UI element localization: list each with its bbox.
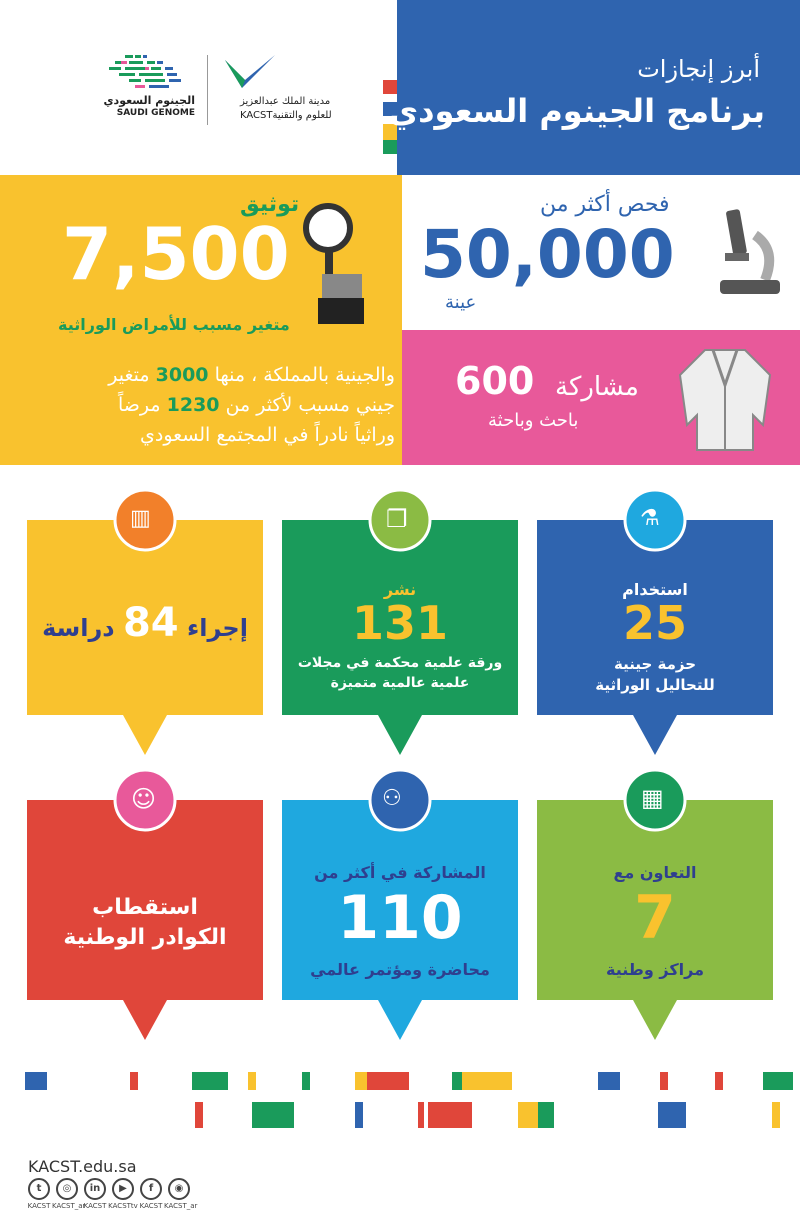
- saudi-genome-logo: [85, 50, 195, 120]
- variants-paragraph: [55, 360, 395, 450]
- para-num-3000: 3000: [155, 364, 209, 386]
- card-studies-post: دراسة: [42, 614, 115, 642]
- card-papers-top: نشر: [383, 580, 417, 599]
- card-papers-bottom2: علمية عالمية متميزة: [330, 675, 470, 691]
- samples-number: 50,000: [420, 216, 675, 293]
- microscope-icon: [715, 205, 785, 300]
- saudi-genome-en-text: SAUDI GENOME: [116, 108, 195, 118]
- youtube-label: KACSTtv: [108, 1202, 138, 1210]
- card-cadres-line2: الكوادر الوطنية: [63, 925, 227, 950]
- card-conferences-top: المشاركة في أكثر من: [314, 863, 486, 882]
- linkedin-label: KACST: [83, 1202, 107, 1210]
- documents-icon: ❐: [386, 505, 408, 533]
- instagram-label: KACST_ar: [52, 1202, 86, 1210]
- instagram-icon[interactable]: ◎: [56, 1178, 78, 1200]
- researcher-desk-icon: ⚗: [640, 506, 660, 531]
- researchers-number: 600: [455, 359, 535, 403]
- twitter-icon[interactable]: t: [28, 1178, 50, 1200]
- snapchat-icon[interactable]: ◉: [168, 1178, 190, 1200]
- card-papers-bottom1: ورقة علمية محكمة في مجلات: [297, 655, 503, 671]
- card-papers-number: 131: [351, 596, 449, 650]
- card-centers-bottom: مراكز وطنية: [606, 960, 704, 979]
- lab-coat-icon: [675, 345, 775, 455]
- card-conferences-bottom: محاضرة ومؤتمر عالمي: [310, 960, 490, 979]
- snapchat-label: KACST_ar: [164, 1202, 198, 1210]
- page-title: برنامج الجينوم السعودي: [388, 92, 765, 130]
- variants-number: 7,500: [62, 212, 290, 296]
- card-centers-top: التعاون مع: [613, 863, 697, 882]
- page-subtitle: أبرز إنجازات: [637, 55, 760, 83]
- facebook-label: KACST: [139, 1202, 163, 1210]
- twitter-label: KACST: [27, 1202, 51, 1210]
- card-conferences-number: 110: [337, 883, 463, 953]
- card-studies: [27, 490, 263, 760]
- researchers-label-bottom: باحث وباحثة: [488, 410, 579, 431]
- card-packages-bottom1: حزمة جينية: [613, 655, 697, 673]
- books-icon: ▥: [130, 506, 151, 531]
- card-cadres: [27, 770, 263, 1045]
- kacst-check-icon: [220, 50, 280, 95]
- para-num-1230: 1230: [166, 394, 220, 416]
- researchers-label: مشاركة: [555, 372, 639, 402]
- buildings-icon: ▦: [641, 784, 664, 812]
- website-link[interactable]: KACST.edu.sa: [28, 1157, 137, 1176]
- samples-label-top: فحص أكثر من: [540, 192, 670, 217]
- genome-map-icon: [85, 50, 195, 100]
- card-conferences: [282, 770, 518, 1045]
- card-packages-bottom2: للتحاليل الوراثية: [595, 676, 715, 694]
- variants-label-bottom: متغير مسبب للأمراض الوراثية: [58, 315, 290, 334]
- magnifier-icon: [300, 200, 370, 325]
- facebook-icon[interactable]: f: [140, 1178, 162, 1200]
- card-packages-top: استخدام: [622, 580, 688, 599]
- card-packages: [537, 490, 773, 760]
- card-studies-text: [27, 600, 263, 646]
- card-studies-pre: إجراء: [186, 614, 248, 642]
- doctor-icon: ☺: [131, 785, 157, 813]
- kacst-ar-line2: للعلوم والتقنيةKACST: [240, 110, 332, 121]
- card-cadres-line1: استقطاب: [92, 895, 198, 920]
- youtube-icon[interactable]: ▶: [112, 1178, 134, 1200]
- card-papers: [282, 490, 518, 760]
- kacst-logo: [220, 50, 370, 130]
- meeting-icon: ⚇: [382, 786, 402, 811]
- para-line1-b: متغير: [108, 364, 150, 386]
- samples-label-bottom: عينة: [445, 292, 477, 313]
- linkedin-icon[interactable]: in: [84, 1178, 106, 1200]
- card-centers-number: 7: [634, 883, 676, 953]
- para-line2-b: مرضاً: [117, 394, 161, 416]
- card-studies-number: 84: [122, 600, 179, 646]
- card-centers: [537, 770, 773, 1045]
- para-line1-a: والجينية بالمملكة ، منها: [214, 364, 395, 386]
- saudi-genome-ar-text: الجينوم السعودي: [103, 94, 195, 107]
- card-packages-number: 25: [622, 596, 687, 650]
- variants-label-top: توثيق: [240, 192, 300, 217]
- logo-divider: [207, 55, 208, 125]
- header-box: [397, 0, 800, 175]
- kacst-ar-line1: مدينة الملك عبدالعزيز: [240, 96, 331, 107]
- para-line2-a: جيني مسبب لأكثر من: [225, 394, 395, 416]
- para-line3: وراثياً نادراً في المجتمع السعودي: [140, 424, 395, 446]
